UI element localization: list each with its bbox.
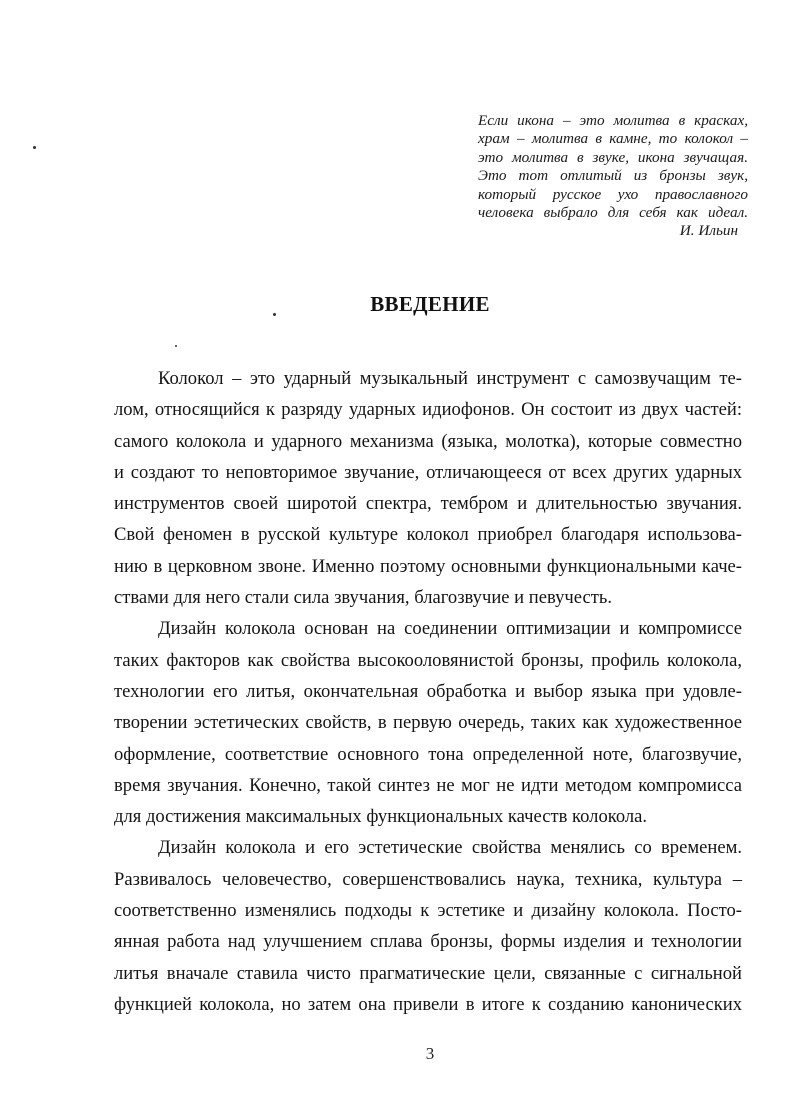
text-line: оформление, соответствие основного тона определенной ноте, благозвучие,: [114, 743, 742, 765]
epigraph-line: Если икона – это молитва в красках,: [478, 112, 748, 129]
text-line: самого колокола и ударного механизма (языка, молотка), которые совместно: [114, 430, 742, 452]
text-line: Дизайн колокола основан на соединении оптимизации и компромиссе: [158, 618, 742, 640]
text-line: время звучания. Конечно, такой синтез не мог не идти методом компромисса: [114, 774, 742, 796]
page-number: 3: [425, 1044, 435, 1063]
scan-speck: [33, 146, 36, 149]
paragraph: [114, 832, 742, 1020]
text-line: Дизайн колокола и его эстетические свойства менялись со временем.: [158, 837, 742, 859]
epigraph: [478, 112, 748, 241]
text-line: янная работа над улучшением сплава бронзы, формы изделия и технологии: [114, 931, 742, 953]
body-text: [114, 363, 742, 1020]
paragraph: [114, 613, 742, 832]
text-line: соответственно изменялись подходы к эстетике и дизайну колокола. Посто-: [114, 900, 742, 922]
epigraph-line: человека выбрало для себя как идеал.: [478, 204, 748, 222]
epigraph-line: храм – молитва в камне, то колокол –: [478, 130, 748, 148]
epigraph-author: И. Ильин: [679, 222, 738, 240]
text-line: нию в церковном звоне. Именно поэтому основными функциональными каче-: [114, 555, 742, 577]
epigraph-line: Это тот отлитый из бронзы звук,: [478, 167, 748, 185]
text-line: и создают то неповторимое звучание, отличающееся от всех других ударных: [114, 461, 742, 483]
text-line: таких факторов как свойства высокооловянистой бронзы, профиль колокола,: [114, 649, 742, 671]
scan-speck: [175, 345, 177, 347]
text-line: инструментов своей широтой спектра, тембром и длительностью звучания.: [114, 493, 742, 515]
paragraph: [114, 363, 742, 613]
text-line: функцией колокола, но затем она привели в итоге к созданию канонических: [114, 993, 742, 1015]
section-heading: ВВЕДЕНИЕ: [370, 292, 490, 316]
text-line: Свой феномен в русской культуре колокол приобрел благодаря использова-: [114, 524, 742, 546]
epigraph-line: это молитва в звуке, икона звучащая.: [478, 148, 748, 166]
text-line: Развивалось человечество, совершенствовались наука, техника, культура –: [114, 868, 742, 890]
text-line: Колокол – это ударный музыкальный инструмент с самозвучащим те-: [158, 368, 742, 389]
text-line: ствами для него стали сила звучания, благозвучие и певучесть.: [114, 587, 612, 609]
text-line: литья вначале ставила чисто прагматические цели, связанные с сигнальной: [114, 962, 742, 984]
text-line: творении эстетических свойств, в первую очередь, таких как художественное: [114, 712, 742, 734]
epigraph-line: который русское ухо православного: [478, 185, 748, 203]
text-line: для достижения максимальных функциональных качеств колокола.: [114, 806, 648, 828]
text-line: лом, относящийся к разряду ударных идиофонов. Он состоит из двух частей:: [114, 399, 742, 421]
text-line: технологии его литья, окончательная обработка и выбор языка при удовле-: [114, 680, 742, 702]
